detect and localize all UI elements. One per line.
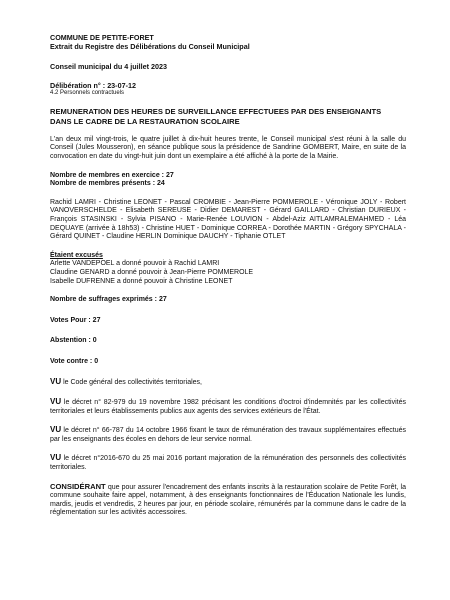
members-presents-label: Nombre de membres présents :: [50, 180, 156, 188]
considerant-label: CONSIDÉRANT: [50, 481, 106, 491]
votes-abstention-label: Abstention :: [50, 337, 91, 345]
suffrages-count: [50, 296, 406, 305]
register-extract-title: Extrait du Registre des Délibérations du Conseil Municipal: [50, 41, 250, 51]
vu-label: VU: [50, 453, 62, 463]
deliberation-value: 23-07-12: [107, 80, 136, 90]
excuse-item: Arlette VANDEPOEL a donné pouvoir à Rachid LAMRI: [50, 260, 220, 268]
subject-line-1: REMUNERATION DES HEURES DE SURVEILLANCE EFFECTUEES PAR DES ENSEIGNANTS: [50, 107, 382, 117]
excuse-item: Claudine GENARD a donné pouvoir à Jean-Pierre POMMEROLE: [50, 268, 254, 276]
vu-text: le Code général des collectivités territoriales,: [63, 379, 202, 387]
vu-clause: [50, 378, 406, 388]
votes-abstention: [50, 337, 406, 346]
votes-pour: [50, 317, 406, 326]
vu-text: le décret n°2016-670 du 25 mai 2016 portant majoration de la rémunération des personnels des collectivités territoriales.: [50, 455, 406, 472]
members-exercice-label: Nombre de membres en exercice :: [50, 171, 164, 179]
votes-pour-label: Votes Pour :: [50, 316, 91, 324]
members-exercice-value: 27: [165, 171, 174, 179]
members-presents-value: 24: [157, 180, 165, 188]
members-exercice: [50, 172, 406, 181]
council-date: Conseil municipal du 4 juillet 2023: [50, 62, 168, 72]
suffrages-label: Nombre de suffrages exprimés :: [50, 296, 157, 304]
deliberation-number: [50, 82, 406, 91]
excuses-title: Étaient excusés: [50, 251, 103, 259]
considerant-clause: [50, 483, 406, 518]
vu-label: VU: [50, 377, 62, 387]
votes-contre-label: Vote contre :: [50, 357, 93, 365]
members-list: Rachid LAMRI - Christine LEONET - Pascal CROMBIE - Jean-Pierre POMMEROLE - Véronique JOLY - Robert VANOVERSCHELDE - Elisabeth SEREUSE - Didier DEMAREST - Gérard GAILLARD - Christian DURIEUX - François STASINSKI - Sylvia PISANO - Marie-Renée LOUVION - Abdel-Aziz AITLAMRALEMAHMED - Léa DEQUAYE (arrivée à 18h53) - Christine HUET - Dominique CORREA - Dorothée MARTIN - Grégory SPYCHALA - Gérard QUINET - Claudine HERLIN Dominique DAUCHY - Tiphanie OTLET: [50, 198, 406, 241]
excuse-item: Isabelle DUFRENNE a donné pouvoir à Christine LEONET: [50, 277, 233, 285]
votes-abstention-value: 0: [92, 337, 97, 345]
votes-pour-value: 27: [92, 316, 101, 324]
vu-label: VU: [50, 397, 62, 407]
vu-clause: [50, 398, 406, 416]
considerant-text: que pour assurer l'encadrement des enfants inscrits à la restauration scolaire de Petite Forêt, la commune souhaite faire appel, notamment, à des enseignants fonctionnaires de l'Éducation Nationale les lundis, mardis, jeudis et vendredis, 2 heures par jour, en période scolaire, rémunérés par la commune dans le cadre de la réglementation sur les activités accessoires.: [50, 483, 406, 517]
deliberation-label: Délibération n° :: [50, 80, 106, 90]
commune-name: COMMUNE DE PETITE-FORET: [50, 33, 154, 42]
subject-line-2: DANS LE CADRE DE LA RESTAURATION SCOLAIRE: [50, 116, 240, 126]
members-presents: [50, 180, 406, 189]
vu-clause: [50, 454, 406, 472]
vu-clause: [50, 426, 406, 444]
vu-text: le décret n° 82-979 du 19 novembre 1982 précisant les conditions d'octroi d'indemnités par les collectivités territoriales et leurs établissements publics aux agents des services extérieurs de l'État.: [50, 399, 406, 415]
vu-text: le décret n° 66-787 du 14 octobre 1966 fixant le taux de rémunération des travaux supplémentaires effectués par les enseignants des écoles en dehors de leur service normal.: [50, 427, 406, 443]
vu-label: VU: [50, 425, 62, 435]
suffrages-value: 27: [158, 296, 167, 304]
deliberation-category: 4.2 Personnels contractuels: [50, 90, 125, 97]
intro-paragraph: L'an deux mil vingt-trois, le quatre juillet à dix-huit heures trente, le Conseil municipal s'est réuni à la salle du Conseil (Jules Mousseron), en séance publique sous la présidence de Sandrine GOMBERT, Maire, en suite de la convocation en date du vingt-huit juin dont un exemplaire a été affiché à la porte de la Mairie.: [50, 135, 406, 160]
votes-contre: [50, 358, 406, 367]
votes-contre-value: 0: [94, 357, 99, 365]
